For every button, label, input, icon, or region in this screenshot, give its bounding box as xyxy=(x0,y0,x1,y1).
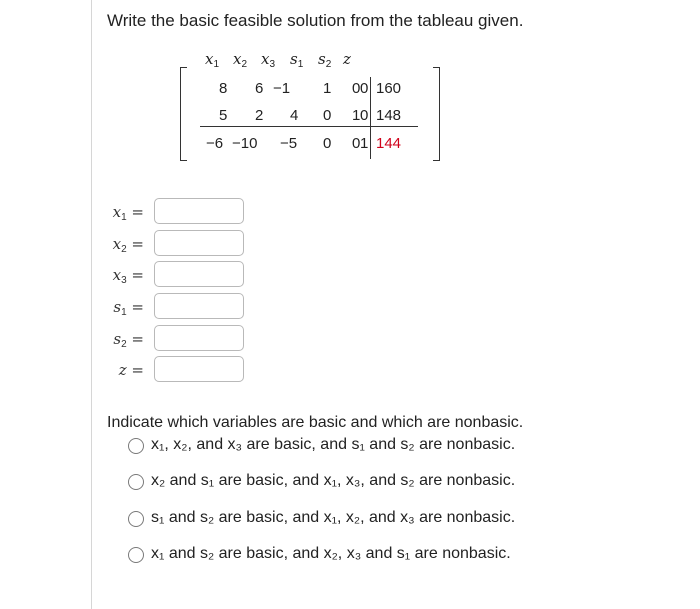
question-text: Write the basic feasible solution from the tableau given. xyxy=(107,11,524,30)
label-x2: $x_2$ = xyxy=(112,235,144,255)
cell-r2-c4: 0 xyxy=(323,107,332,124)
instruction-text: Indicate which variables are basic and which are nonbasic. xyxy=(107,414,524,431)
cell-r3-c2: −10 xyxy=(232,135,258,152)
x2-input[interactable] xyxy=(154,230,244,256)
header-x1: $x_1$ xyxy=(205,50,220,70)
rhs-divider xyxy=(370,77,371,159)
cell-r3-c3: −5 xyxy=(280,135,298,152)
header-s1: $s_1$ xyxy=(290,50,304,70)
option-4-label: x₁ and s₂ are basic, and x₂, x₃ and s₁ are nonbasic. xyxy=(151,545,511,562)
radio-button[interactable] xyxy=(128,547,144,563)
x1-input[interactable] xyxy=(154,198,244,224)
z-input[interactable] xyxy=(154,356,244,382)
cell-r1-c4: 1 xyxy=(323,80,332,97)
radio-button[interactable] xyxy=(128,438,144,454)
option-1-label: x₁, x₂, and x₃ are basic, and s₁ and s₂ are nonbasic. xyxy=(151,436,516,453)
cell-r2-c2: 2 xyxy=(255,107,264,124)
cell-r2-c1: 5 xyxy=(219,107,228,124)
cell-r2-c5: 1 xyxy=(352,107,361,124)
left-bracket xyxy=(180,67,187,161)
cell-r1-rhs: 160 xyxy=(376,80,402,97)
header-x3: $x_3$ xyxy=(261,50,276,70)
objective-row-divider xyxy=(200,126,418,127)
header-x2: $x_2$ xyxy=(233,50,248,70)
x3-input[interactable] xyxy=(154,261,244,287)
label-x3: $x_3$ = xyxy=(112,266,144,286)
cell-r1-c1: 8 xyxy=(219,80,228,97)
cell-r3-rhs: 144 xyxy=(376,135,402,152)
cell-r3-c6: 1 xyxy=(360,135,369,152)
label-x1: $x_1$ = xyxy=(112,203,144,223)
header-s2: $s_2$ xyxy=(318,50,332,70)
cell-r1-c3: −1 xyxy=(273,80,291,97)
cell-r3-c4: 0 xyxy=(323,135,332,152)
cell-r3-c1: −6 xyxy=(206,135,224,152)
label-s1: $s_1$ = xyxy=(113,298,144,318)
cell-r2-c6: 0 xyxy=(360,107,369,124)
header-z: z xyxy=(343,50,351,68)
radio-button[interactable] xyxy=(128,511,144,527)
option-3-label: s₁ and s₂ are basic, and x₁, x₂, and x₃ are nonbasic. xyxy=(151,509,516,526)
cell-r1-c5: 0 xyxy=(352,80,361,97)
option-2-label: x₂ and s₁ are basic, and x₁, x₃, and s₂ are nonbasic. xyxy=(151,472,516,489)
cell-r2-rhs: 148 xyxy=(376,107,402,124)
cell-r2-c3: 4 xyxy=(290,107,299,124)
label-s2: $s_2$ = xyxy=(113,330,144,350)
cell-r1-c2: 6 xyxy=(255,80,264,97)
label-z: z = xyxy=(118,361,144,379)
right-bracket xyxy=(433,67,440,161)
radio-button[interactable] xyxy=(128,474,144,490)
s1-input[interactable] xyxy=(154,293,244,319)
cell-r3-c5: 0 xyxy=(352,135,361,152)
simplex-tableau xyxy=(180,47,440,162)
s2-input[interactable] xyxy=(154,325,244,351)
cell-r1-c6: 0 xyxy=(360,80,369,97)
